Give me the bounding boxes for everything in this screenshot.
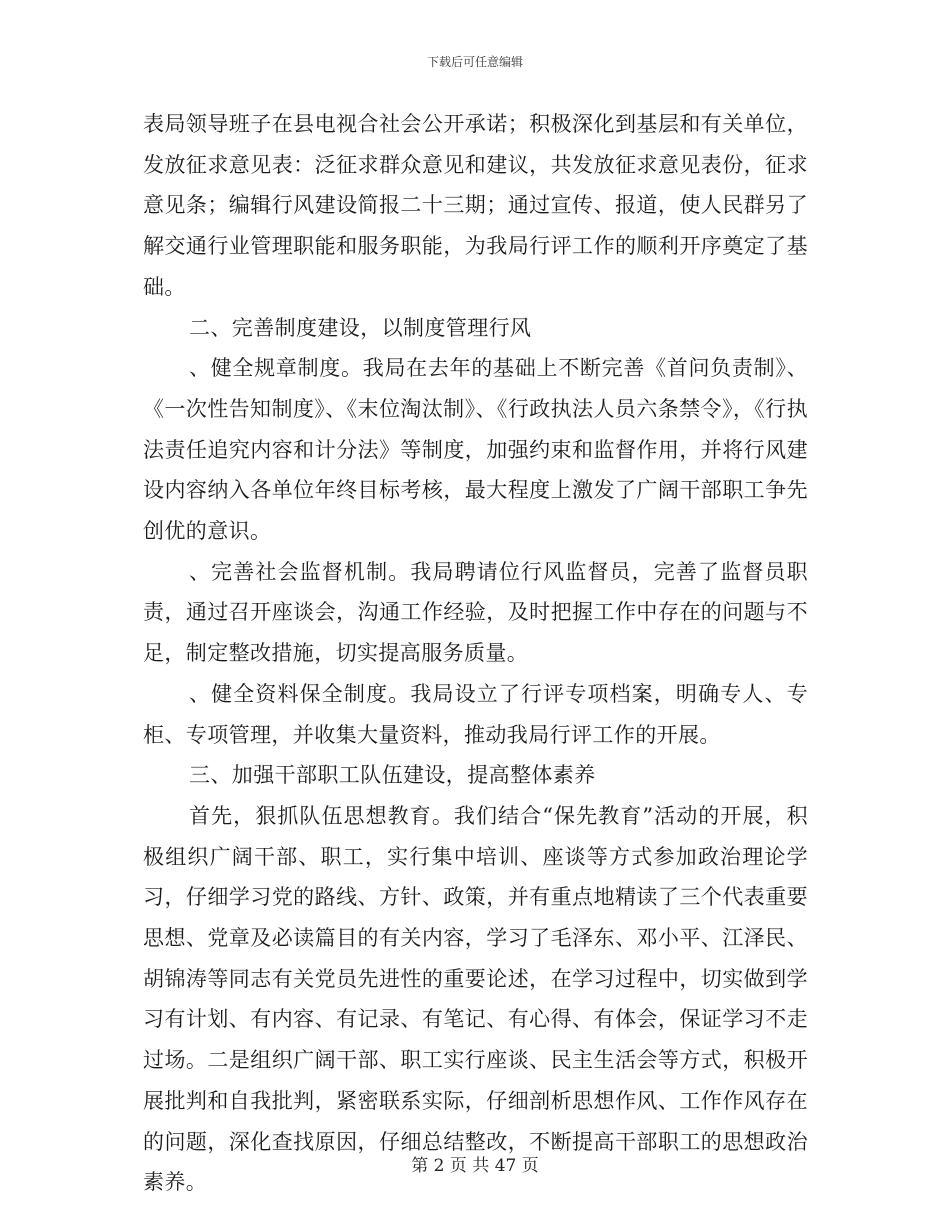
section-heading: 二、完善制度建设，以制度管理行风 <box>189 315 532 340</box>
body-paragraph: 、健全资料保全制度。我局设立了行评专项档案，明确专人、专柜、专项管理，并收集大量资料，推动我局行评工作的开展。 <box>143 681 808 747</box>
page-number: 第 2 页 共 47 页 <box>411 1156 539 1176</box>
body-paragraph: 首先，狠抓队伍思想教育。我们结合“保先教育”活动的开展，积极组织广阔干部、职工，实行集中培训、座谈等方式参加政治理论学习，仔细学习党的路线、方针、政策，并有重点地精读了三个代表重要思想、党章及必读篇目的有关内容，学习了毛泽东、邓小平、江泽民、胡锦涛等同志有关党员先进性的重要论述，在学习过程中，切实做到学习有计划、有内容、有记录、有笔记、有心得、有体会，保证学习不走过场。二是组织广阔干部、职工实行座谈、民主生活会等方式，积极开展批判和自我批判，紧密联系实际，仔细剖析思想作风、工作作风存在的问题，深化查找原因，仔细总结整改，不断提高干部职工的思想政治素养。 <box>143 803 808 1195</box>
document-body <box>143 104 808 1203</box>
body-paragraph: 、健全规章制度。我局在去年的基础上不断完善《首问负责制》、《一次性告知制度》、《末位淘汰制》、《行政执法人员六条禁令》，《行执法责任追究内容和计分法》等制度，加强约束和监督作用，并将行风建设内容纳入各单位年终目标考核，最大程度上激发了广阔干部职工争先创优的意识。 <box>143 356 808 544</box>
body-paragraph: 表局领导班子在县电视合社会公开承诺；积极深化到基层和有关单位，发放征求意见表：泛征求群众意见和建议，共发放征求意见表份，征求意见条；编辑行风建设简报二十三期；通过宣传、报道，使人民群另了解交通行业管理职能和服务职能，为我局行评工作的顺利开序奠定了基础。 <box>143 112 808 299</box>
body-paragraph: 、完善社会监督机制。我局聘请位行风监督员，完善了监督员职责，通过召开座谈会，沟通工作经验，及时把握工作中存在的问题与不足，制定整改措施，切实提高服务质量。 <box>143 559 808 666</box>
page-header: 下载后可任意编辑 <box>426 55 523 69</box>
section-heading: 三、加强干部职工队伍建设，提高整体素养 <box>189 763 596 788</box>
